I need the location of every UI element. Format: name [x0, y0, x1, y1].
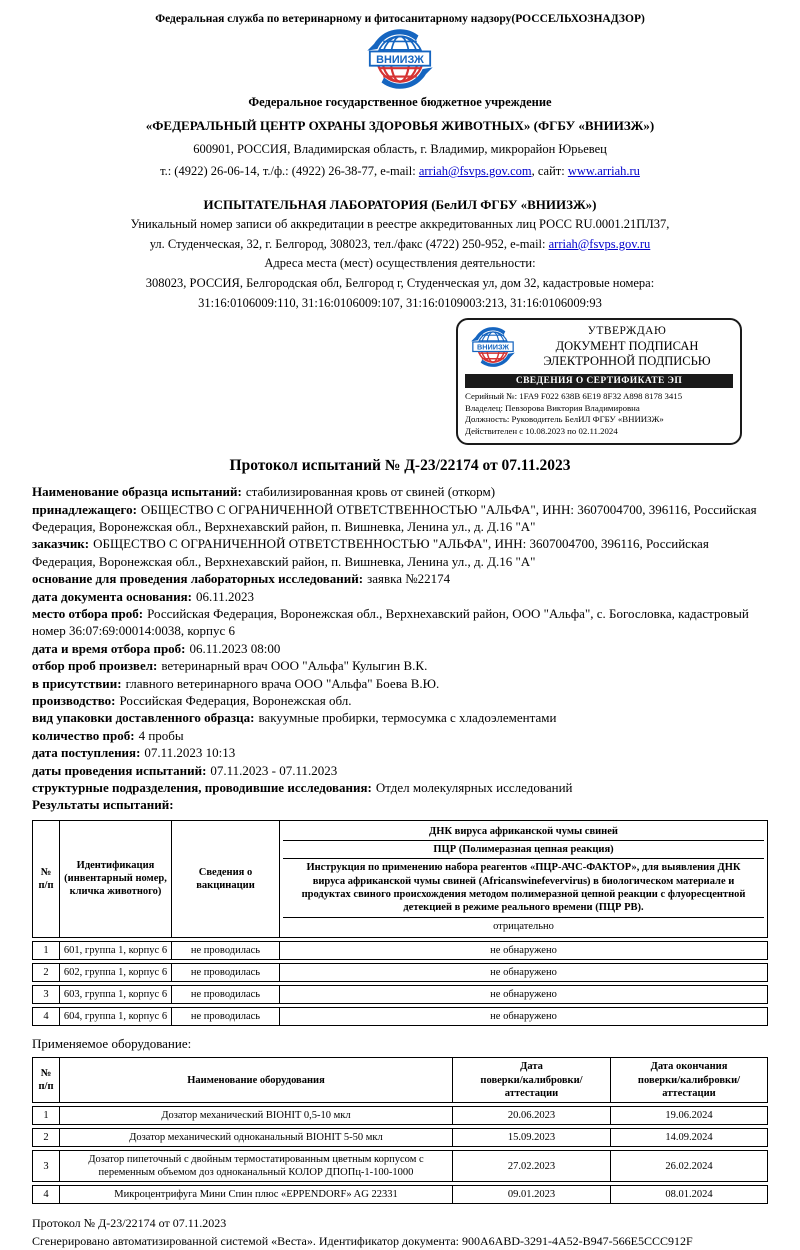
table-row: 4 Микроцентрифуга Мини Спин плюс «EPPENDORF» AG 22331 09.01.2023 08.01.2024 [32, 1185, 768, 1204]
institution-contacts [32, 164, 768, 179]
stamp-position: Должность: Руководитель БелИЛ ФГБУ «ВНИИЗЖ» [465, 414, 664, 425]
stamp-approve-label: УТВЕРЖДАЮ [587, 325, 667, 338]
stamp-certificate-bar: СВЕДЕНИЯ О СЕРТИФИКАТЕ ЭП [465, 374, 733, 388]
protocol-fields [32, 483, 768, 814]
phone-numbers: т.: (4922) 26-06-14, т./ф.: (4922) 26-38-77, e-mail: [160, 164, 416, 178]
field-packaging: вид упаковки доставленного образца: вакуумные пробирки, термосумка с хладоэлементами [32, 710, 557, 726]
institution-type: Федеральное государственное бюджетное учреждение [248, 95, 552, 109]
cadastral-numbers: 31:16:0106009:110, 31:16:0106009:107, 31:16:0109003:213, 31:16:0106009:93 [198, 295, 602, 310]
field-received-date: дата поступления: 07.11.2023 10:13 [32, 745, 236, 761]
equipment-col-date: Дата поверки/калибровки/аттестации [452, 1057, 610, 1102]
page-title: Протокол испытаний № Д-23/22174 от 07.11.2023 [229, 457, 571, 475]
field-in-presence: в присутствии: главного ветеринарного врача ООО "Альфа" Боева В.Ю. [32, 675, 440, 691]
field-sampling-datetime: дата и время отбора проб: 06.11.2023 08:00 [32, 640, 281, 656]
laboratory-title: ИСПЫТАТЕЛЬНАЯ ЛАБОРАТОРИЯ (БелИЛ ФГБУ «ВНИИЗЖ») [203, 197, 597, 212]
test-method: ПЦР (Полимеразная цепная реакция) [283, 841, 764, 859]
field-test-dates: даты проведения испытаний: 07.11.2023 - 07.11.2023 [32, 762, 338, 778]
table-row: 3 Дозатор пипеточный с двойным термостатированным цветным корпусом с переменным объемом доз одноканальный КОЛОР ДПОПц-1-100-1000 27.02.2023 26.02.2024 [32, 1150, 768, 1182]
vniizh-logo [357, 28, 443, 90]
results-col-test [279, 820, 768, 938]
agency-name: Федеральная служба по ветеринарному и фитосанитарному надзору(РОССЕЛЬХОЗНАДЗОР) [155, 13, 645, 25]
field-sample-name: Наименование образца испытаний: стабилизированная кровь от свиней (откорм) [32, 484, 496, 500]
equipment-table [32, 1054, 768, 1207]
site-label: , сайт: [531, 164, 565, 178]
stamp-signed-line1: ДОКУМЕНТ ПОДПИСАН [555, 339, 699, 354]
results-header-row [32, 820, 768, 938]
results-heading: Результаты испытаний: [32, 797, 174, 813]
stamp-validity: Действителен с 10.08.2023 по 02.11.2024 [465, 426, 618, 437]
table-row: 1 601, группа 1, корпус 6 не проводилась не обнаружено [32, 941, 768, 960]
laboratory-accreditation: Уникальный номер записи об аккредитации в реестре аккредитованных лиц РОСС RU.0001.21ПЛ37, [130, 217, 670, 231]
table-row: 3 603, группа 1, корпус 6 не проводилась не обнаружено [32, 985, 768, 1004]
electronic-signature-stamp [456, 318, 742, 445]
footer-protocol-ref: Протокол № Д-23/22174 от 07.11.2023 [32, 1216, 227, 1231]
test-instruction: Инструкция по применению набора реагентов «ПЦР-АЧС-ФАКТОР», для выявления ДНК вируса африканской чумы свиней (Africanswinefevervirus) в биологическом материале и продуктах свиного происхождения методом полимеразной цепной реакции с флуоресцентной детекцией в режиме реального времени (ПЦР РВ). [283, 859, 764, 918]
equipment-header-row [32, 1057, 768, 1102]
results-col-vaccination: Сведения о вакцинации [171, 820, 279, 938]
results-col-identification: Идентификация (инвентарный номер, кличка животного) [59, 820, 171, 938]
test-norm: отрицательно [493, 920, 554, 932]
activity-address: 308023, РОССИЯ, Белгородская обл, Белгород г, Студенческая ул, дом 32, кадастровые номера: [145, 275, 655, 290]
results-col-num: № п/п [32, 820, 59, 938]
field-customer: заказчик: ОБЩЕСТВО С ОГРАНИЧЕННОЙ ОТВЕТСТВЕННОСТЬЮ "АЛЬФА", ИНН: 3607004700, 396116, Российская Федерация, Воронежская обл., Верхнехавский район, п. Вишневка, Ленина ул., д. Д.16 "А" [32, 536, 709, 569]
institution-website-link[interactable]: www.arriah.ru [567, 164, 640, 178]
equipment-col-num: № п/п [32, 1057, 59, 1102]
table-row: 2 602, группа 1, корпус 6 не проводилась не обнаружено [32, 963, 768, 982]
field-production: производство: Российская Федерация, Воронежская обл. [32, 693, 352, 708]
stamp-owner: Владелец: Певзорова Виктория Владимировна [465, 402, 640, 413]
activity-heading: Адреса места (мест) осуществления деятельности: [264, 256, 536, 271]
laboratory-address-text: ул. Студенческая, 32, г. Белгород, 308023, тел./факс (4722) 250-952, e-mail: [149, 236, 546, 251]
institution-address: 600901, РОССИЯ, Владимирская область, г. Владимир, микрорайон Юрьевец [193, 142, 607, 156]
field-sample-count: количество проб: 4 пробы [32, 727, 184, 743]
field-sampling-place: место отбора проб: Российская Федерация, Воронежская обл., Верхнехавский район, ООО "Альфа", с. Богословка, кадастровый номер 36:07:69:00014:0038, корпус 6 [32, 605, 749, 639]
test-name: ДНК вируса африканской чумы свиней [283, 823, 764, 841]
table-row: 2 Дозатор механический одноканальный BIOHIT 5-50 мкл 15.09.2023 14.09.2024 [32, 1128, 768, 1147]
results-table [32, 817, 768, 1030]
stamp-signed-line2: ЭЛЕКТРОННОЙ ПОДПИСЬЮ [543, 354, 711, 369]
field-basis: основание для проведения лабораторных исследований: заявка №22174 [32, 571, 451, 587]
equipment-heading: Применяемое оборудование: [32, 1036, 192, 1052]
table-row: 1 Дозатор механический BIOHIT 0,5-10 мкл 20.06.2023 19.06.2024 [32, 1106, 768, 1125]
table-row: 4 604, группа 1, корпус 6 не проводилась не обнаружено [32, 1007, 768, 1026]
footer-generated-note: Сгенерировано автоматизированной системой «Веста». Идентификатор документа: 900A6ABD-3291-4A52-B947-566E5CCC912F [32, 1233, 693, 1248]
stamp-serial: Серийный №: 1FA9 F022 638B 6E19 8F32 A898 8178 3415 [465, 390, 683, 401]
field-basis-date: дата документа основания: 06.11.2023 [32, 588, 254, 604]
institution-email-link[interactable]: arriah@fsvps.gov.com [418, 164, 532, 178]
laboratory-email-link[interactable]: arriah@fsvps.gov.ru [548, 236, 651, 251]
document-footer [32, 1215, 768, 1250]
stamp-vniizh-logo [465, 326, 521, 368]
field-owner: принадлежащего: ОБЩЕСТВО С ОГРАНИЧЕННОЙ ОТВЕТСТВЕННОСТЬЮ "АЛЬФА", ИНН: 3607004700, 396116, Российская Федерация, Воронежская обл., Верхнехавский район, п. Вишневка, Ленина ул., д. Д.16 "А" [32, 501, 757, 534]
institution-name: «ФЕДЕРАЛЬНЫЙ ЦЕНТР ОХРАНЫ ЗДОРОВЬЯ ЖИВОТНЫХ» (ФГБУ «ВНИИЗЖ») [145, 118, 655, 133]
field-sampled-by: отбор проб произвел: ветеринарный врач ООО "Альфа" Кулыгин В.К. [32, 658, 428, 674]
equipment-col-date-end: Дата окончания поверки/калибровки/аттестации [610, 1057, 768, 1102]
equipment-col-name: Наименование оборудования [59, 1057, 452, 1102]
field-departments: структурные подразделения, проводившие исследования: Отдел молекулярных исследований [32, 780, 573, 796]
laboratory-address [32, 237, 768, 253]
